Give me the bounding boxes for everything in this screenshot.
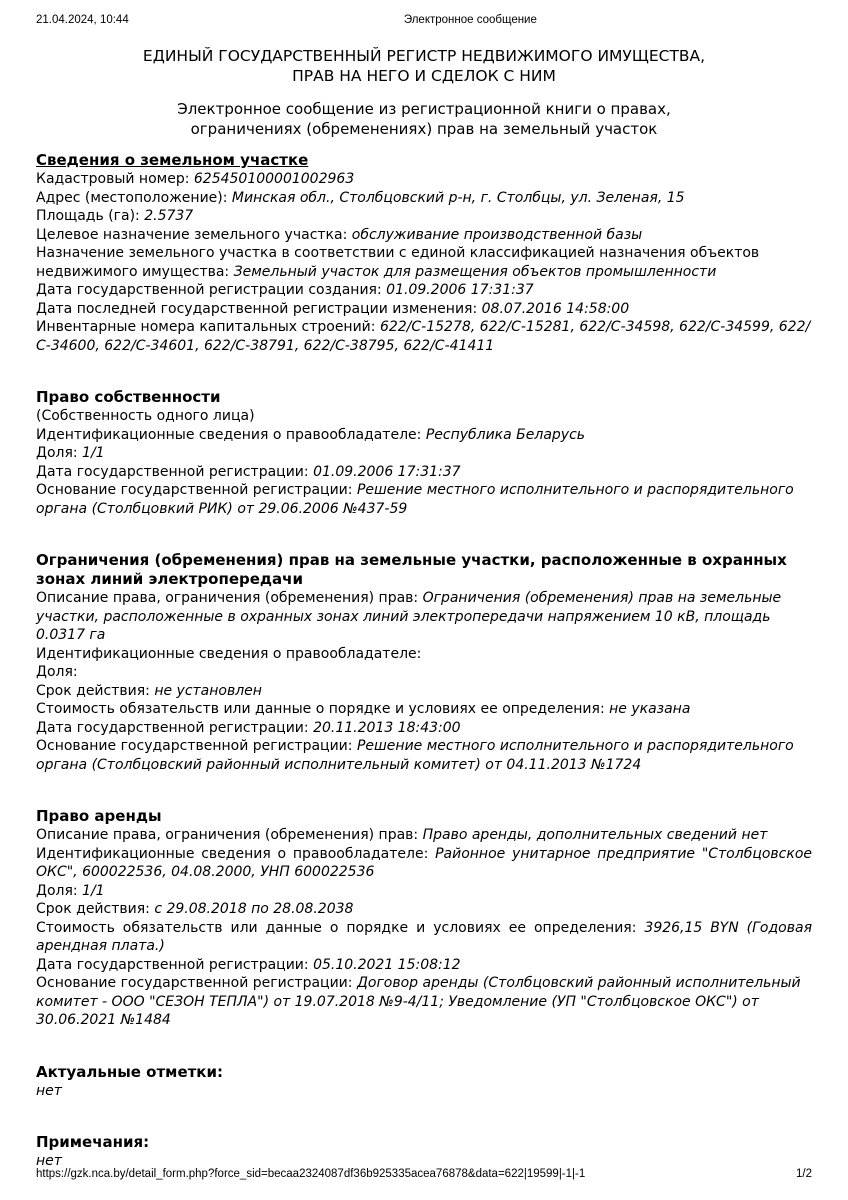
field-purpose [36,226,812,245]
field-registration-date [36,463,812,482]
field-value: обслуживание производственной базы [351,226,643,243]
field-label: Основание государственной регистрации: [36,482,353,498]
registry-title [36,46,812,86]
field-value: Решение местного исполнительного и распорядительного органа (Столбцовский районный исполнительный комитет) от 04.11.2013 №1724 [36,738,794,773]
field-obligation-cost [36,700,812,719]
footer-page-number: 1/2 [796,1168,812,1180]
field-share [36,444,812,463]
field-label: Площадь (га): [36,208,140,224]
field-label: Дата государственной регистрации: [36,719,309,736]
print-header [36,14,812,27]
section-restrictions [36,551,812,774]
section-notes [36,1133,812,1171]
doc-subtitle-line1: Электронное сообщение из регистрационной книги о правах, [177,100,671,118]
field-value: 01.09.2006 17:31:37 [313,463,461,480]
field-label: Дата государственной регистрации: [36,956,309,973]
field-last-change-date [36,300,812,319]
field-registration-date [36,719,812,738]
field-share [36,663,812,682]
field-label: Стоимость обязательств или данные о порядке и условиях ее определения: [36,919,637,936]
section-ownership [36,388,812,518]
section-actual-marks [36,1063,812,1101]
field-registration-date [36,956,812,975]
field-value: Минская обл., Столбцовский р-н, г. Столбцы, ул. Зеленая, 15 [231,189,685,206]
field-right-description [36,589,812,645]
field-value: нет [36,1153,62,1169]
field-label: Стоимость обязательств или данные о порядке и условиях ее определения: [36,701,605,717]
field-classified-purpose [36,244,812,281]
field-label: Целевое назначение земельного участка: [36,226,348,243]
field-rightholder [36,845,812,882]
field-label: Дата последней государственной регистрации изменения: [36,300,478,317]
field-value: Районное унитарное предприятие "Столбцовское ОКС", 600022536, 04.08.2000, УНП 600022536 [36,845,813,880]
section-land-info [36,151,812,355]
field-label: Кадастровый номер: [36,171,190,187]
footer-url: https://gzk.nca.by/detail_form.php?force_sid=becaa2324087df36b925335acea76878&data=622|19599|-1|-1 [36,1168,586,1180]
field-value: 1/1 [82,882,105,899]
field-label: Описание права, ограничения (обременения) прав: [36,827,419,843]
field-label: Доля: [36,882,78,899]
registry-title-line2: ПРАВ НА НЕГО И СДЕЛОК С НИМ [292,67,556,85]
field-value: Решение местного исполнительного и распорядительного органа (Столбцовкий РИК) от 29.06.2006 №437-59 [36,482,794,517]
field-obligation-cost [36,919,812,956]
field-rightholder [36,426,812,445]
section-heading-restrictions: Ограничения (обременения) прав на земельные участки, расположенные в охранных зонах линий электропередачи [36,551,787,588]
registry-title-line1: ЕДИНЫЙ ГОСУДАРСТВЕННЫЙ РЕГИСТР НЕДВИЖИМОГО ИМУЩЕСТВА, [142,47,706,65]
field-actual-marks-value [36,1082,812,1101]
field-inventory-numbers [36,318,812,355]
field-rightholder [36,645,812,664]
field-value: 08.07.2016 14:58:00 [481,300,630,317]
field-label: Срок действия: [36,682,150,699]
section-heading-lease: Право аренды [36,807,162,825]
field-label: Основание государственной регистрации: [36,738,353,754]
field-label: Дата государственной регистрации: [36,463,309,480]
field-value: Договор аренды (Столбцовский районный исполнительный комитет - ООО "СЕЗОН ТЕПЛА") от 19.07.2018 №9-4/11; Уведомление (УП "Столбцовское ОКС") от 30.06.2021 №1484 [36,975,801,1028]
field-label: Инвентарные номера капитальных строений: [36,319,376,335]
print-footer [36,1168,812,1181]
field-right-description [36,826,812,845]
field-value: Земельный участок для размещения объектов промышленности [233,263,717,280]
field-validity-period [36,682,812,701]
field-value: 3926,15 BYN (Годовая арендная плата.) [36,919,812,954]
field-address [36,189,812,208]
field-value: Право аренды, дополнительных сведений нет [422,827,768,843]
section-heading-actual-marks: Актуальные отметки: [36,1062,223,1081]
field-value: с 29.08.2018 по 28.08.2038 [154,901,354,917]
section-lease [36,807,812,1030]
field-registration-basis [36,737,812,774]
field-value: Ограничения (обременения) прав на земельные участки, расположенные в охранных зонах линий электропередачи напряжением 10 кВ, площадь 0.0317 га [36,590,782,643]
field-label: Доля: [36,664,78,680]
field-value: 05.10.2021 15:08:12 [313,956,461,973]
field-label: Идентификационные сведения о правообладателе: [36,845,429,862]
field-label: Идентификационные сведения о правообладателе: [36,426,422,443]
doc-subtitle [36,99,812,139]
field-label: Идентификационные сведения о правообладателе: [36,645,422,662]
field-ownership-note [36,407,812,426]
field-label: Доля: [36,445,78,461]
field-cadastral-number [36,170,812,189]
field-validity-period [36,900,812,919]
field-value: 20.11.2013 18:43:00 [313,719,461,736]
field-label: Адрес (местоположение): [36,189,228,206]
field-area [36,207,812,226]
doc-subtitle-line2: ограничениях (обременениях) прав на земельный участок [190,120,658,138]
section-heading-notes: Примечания: [36,1133,150,1151]
print-datetime: 21.04.2024, 10:44 [36,14,129,26]
field-value: 1/1 [82,445,105,461]
section-heading-land-info: Сведения о земельном участке [36,151,309,169]
field-registration-basis [36,481,812,518]
field-value: 625450100001002963 [193,171,355,187]
field-label: (Собственность одного лица) [36,408,255,424]
field-label: Описание права, ограничения (обременения) прав: [36,590,419,606]
field-value: не установлен [154,682,262,699]
field-value: Республика Беларусь [425,426,586,443]
field-label: Дата государственной регистрации создания: [36,282,382,298]
print-doc-title: Электронное сообщение [403,14,537,26]
field-value: нет [36,1082,62,1099]
field-value: 2.5737 [144,208,194,224]
field-label: Назначение земельного участка в соответствии с единой классификацией назначения объектов недвижимого имущества: [36,245,760,280]
field-label: Срок действия: [36,901,150,917]
field-value: 622/С-15278, 622/С-15281, 622/С-34598, 622/С-34599, 622/С-34600, 622/С-34601, 622/С-38791, 622/С-38795, 622/С-41411 [36,319,811,354]
field-value: не указана [609,701,691,717]
field-registration-basis [36,974,812,1030]
field-creation-date [36,281,812,300]
field-label: Основание государственной регистрации: [36,975,353,991]
field-share [36,882,812,901]
section-heading-ownership: Право собственности [36,388,221,406]
field-value: 01.09.2006 17:31:37 [386,282,534,298]
